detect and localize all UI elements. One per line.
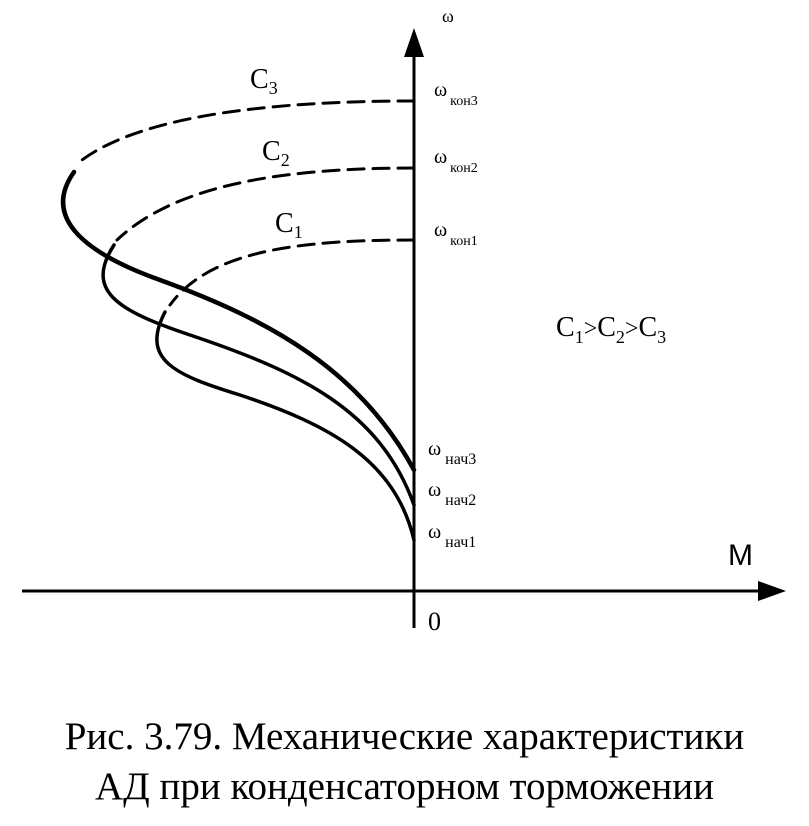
omega-start-2-label: ω $_{нач2}$ — [428, 479, 477, 509]
curve-c2-dashed — [117, 168, 414, 240]
omega-start-3-label: ω $_{нач3}$ — [428, 438, 477, 468]
y-axis-label: ω — [442, 6, 454, 26]
figure-caption — [0, 712, 809, 812]
curve-label-c2: $C_2$ — [262, 136, 290, 170]
caption-line-2: АД при конденсаторном торможении — [94, 765, 715, 808]
caption-line-1: Рис. 3.79. Механические характеристики — [64, 715, 745, 758]
omega-end-1-label: $\omega_{кон1}$ — [434, 219, 478, 249]
curve-c2-solid — [103, 245, 414, 505]
curve-label-c3: $C_3$ — [250, 64, 278, 98]
curve-label-c1: $C_1$ — [275, 208, 303, 242]
curve-c3-dashed — [82, 101, 414, 160]
y-axis-arrow-icon — [404, 28, 424, 57]
curves — [63, 101, 414, 540]
omega-end-2-label: $\omega_{кон2}$ — [434, 146, 478, 176]
curve-c1-solid — [157, 312, 414, 540]
omega-start-1-label: ω $_{нач1}$ — [428, 521, 477, 551]
omega-end-3-label: $\omega_{кон3}$ — [434, 79, 478, 109]
curve-c1-dashed — [170, 240, 414, 305]
origin-label: 0 — [428, 607, 441, 636]
capacitance-relation: $C_1>C_2>C_3$ — [556, 312, 667, 347]
x-axis-arrow-icon — [758, 581, 786, 601]
x-axis-label: M — [728, 539, 753, 572]
